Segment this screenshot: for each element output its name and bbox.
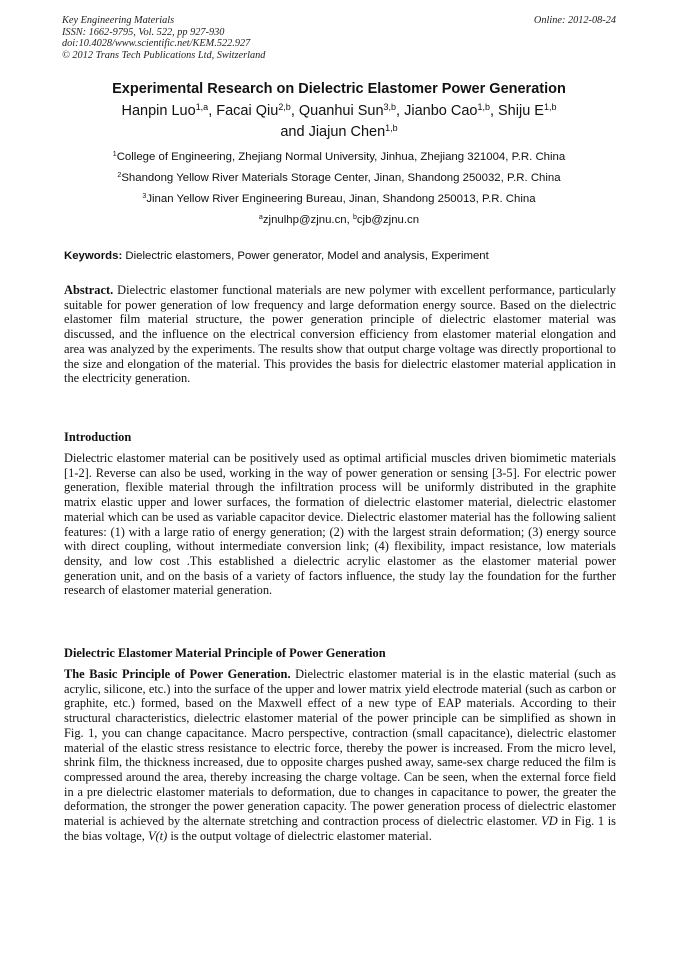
introduction-paragraph: Dielectric elastomer material can be positively used as optimal artificial muscles driven biomimetic materials [1-2]. Reverse can also be used, working in the way of power generation or sensing [3-5]. For electric power generation, flexible material through the infiltration process will be uniformly distributed in the graphite matrix elastic upper and lower surfaces, the formation of dielectric elastomer material, dielectric elastomer material which can be used as variable capacitor device. Dielectric elastomer material has the following salient features: (1) with a large ratio of energy generation; (2) with the largest strain deformation; (3) energy source with direct coupling, without intermediate conversion link; (4) flexibility, impact resistance, low materials density, and low cost .This established a dielectric acrylic elastomer as the elastomer material power generation unit, and on the basis of a variety of factors influence, the study lay the foundation for the further research of elastomer material generation. [64,451,616,598]
email-line: $^a$zjnulhp@zjnu.cn, $^b$cjb@zjnu.cn [258,214,420,226]
email-b[interactable]: cjb@zjnu.cn [356,214,420,226]
keywords [64,249,616,263]
journal-header [62,15,616,61]
introduction-heading: Introduction [64,430,132,444]
keywords-text: Dielectric elastomers, Power generator, Model and analysis, Experiment [122,250,489,262]
author-line-2: and Jiajun Chen$^{1,b}$ [280,123,398,140]
affiliation-3: $^3$Jinan Yellow River Engineering Bureau, Jinan, Shandong 250013, P.R. China [142,193,536,205]
author-list [62,101,616,143]
author: Jiajun Chen$^{1,b}$ [308,123,398,140]
vt-symbol: V(t) [147,828,168,843]
author: Jianbo Cao$^{1,b}$, [404,102,499,119]
copyright-line: © 2012 Trans Tech Publications Ltd, Switzerland [62,49,266,61]
author-line-1 [62,101,616,122]
vd-symbol: VD [541,814,558,829]
section-heading-principle: Dielectric Elastomer Material Principle of Power Generation [64,646,386,660]
keywords-label: Keywords: [64,250,123,262]
author: Facai Qiu$^{2,b}$, [216,102,299,119]
author: Quanhui Sun$^{3,b}$, [298,102,405,119]
affiliation-2: $^2$Shandong Yellow River Materials Storage Center, Jinan, Shandong 250032, P.R. China [117,172,561,184]
journal-name: Key Engineering Materials [62,15,175,26]
abstract-text: Dielectric elastomer functional materials are new polymer with excellent performance, particularly suitable for power generation of low frequency and large deformation energy source. Based on the dielectric elastomer film material structure, the power generation principle of dielectric elastomer material was discussed, and the influence on the electrical conversion efficiency from elastomer material elongation and area was analyzed by the experiments. The results show that output charge voltage was directly proportional to the size and elongation of the material. This provides the basis for dielectric elastomer material application in the electricity generation. [64,283,616,386]
affiliation-1: $^1$College of Engineering, Zhejiang Normal University, Jinhua, Zhejiang 321004, P.R. China [112,151,566,163]
paper-title: Experimental Research on Dielectric Elastomer Power Generation [112,81,566,97]
email-a[interactable]: zjnulhp@zjnu.cn, [262,214,353,226]
author: Hanpin Luo$^{1,a}$, [121,102,217,119]
subsection-title: The Basic Principle of Power Generation. [64,667,291,681]
abstract-paragraph [64,283,616,386]
issn-line: ISSN: 1662-9795, Vol. 522, pp 927-930 [62,26,225,38]
doi-line: doi:10.4028/www.scientific.net/KEM.522.927 [62,38,251,50]
online-date: Online: 2012-08-24 [533,15,616,26]
abstract-label: Abstract. [64,283,114,297]
author: Shiju E$^{1,b}$ [498,102,557,119]
principle-paragraph: The Basic Principle of Power Generation. Dielectric elastomer material is in the elastic material (such as acrylic, silicone, etc.) into the surface of the upper and lower matrix yield electrode material (such as carbon or graphite, etc.) formed, based on the Maxwell effect of a new type of EAP materials. According to their structural characteristics, dielectric elastomer material of the power principle can be simplified as shown in Fig. 1, you can change capacitance. Macro perspective, contraction (small capacitance), dielectric elastomer material of the elastic stress resistance to electric force, thereby the power is increased. From the micro level, shrink film, the thickness increased, due to opposite charges pushed away, same-sex charge reduced the film is compressed around the area, thereby increasing the charge voltage. Can be seen, when the external force field in a pre dielectric elastomer materials to deformation, due to changes in capacitance to power, the greater the deformation, the stronger the power generation capacity. The power generation process of dielectric elastomer material is achieved by the alternate stretching and contraction process of dielectric elastomer. VD in Fig. 1 is the bias voltage, V(t) is the output voltage of dielectric elastomer material. [64,667,616,843]
